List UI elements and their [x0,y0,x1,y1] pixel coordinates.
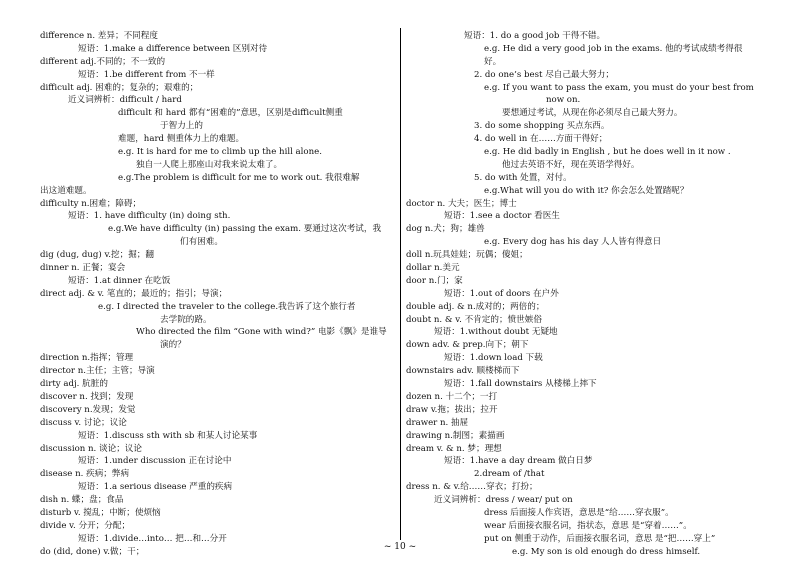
entry-line: different adj.不同的；不一致的 [40,56,166,67]
entry-line: 好。 [484,56,502,67]
entry-line: dream v. & n. 梦；理想 [406,443,502,454]
entry-line: 近义词辨析：difficult / hard [68,95,182,106]
entry-line: put on 侧重于动作，后面接衣服名词，意思 是“把……穿上” [484,533,716,544]
entry-line: direct adj. & v. 笔直的；最近的；指引；导演； [40,288,228,299]
entry-line: 2. do one’s best 尽自己最大努力； [474,69,614,80]
entry-line: 于智力上的 [160,121,203,132]
entry-line: 出这道难题。 [40,185,92,196]
entry-line: e.g.We have difficulty (in) passing the exam. 要通过这次考试，我 [108,224,382,235]
entry-line: e.g. If you want to pass the exam, you must do your best from [484,82,754,93]
entry-line: down adv. & prep.向下；朝下 [406,340,529,351]
entry-line: difficulty n.困难；障碍； [40,198,142,209]
entry-line: 短语：1.under discussion 正在讨论中 [78,456,232,467]
entry-line: door n.门；家 [406,275,463,286]
entry-line: downstairs adv. 顺楼梯而下 [406,366,520,377]
entry-line: drawing n.制图；素描画 [406,430,505,441]
entry-line: 短语：1. do a good job 干得不错。 [464,31,606,41]
entry-line: now on. [546,95,581,106]
entry-line: 短语：1.without doubt 无疑地 [434,327,558,338]
entry-line: Who directed the film “Gone with wind?” 电影《飘》是谁导 [136,327,387,338]
entry-line: discovery n.发现；发觉 [40,404,136,415]
entry-line: drawer n. 抽屉 [406,417,469,428]
entry-line: 2.dream of /that [474,469,545,480]
entry-line: discuss v. 讨论；议论 [40,417,127,428]
entry-line: 短语：1. have difficulty (in) doing sth. [68,211,231,222]
entry-line: disturb v. 搅乱；中断；使烦恼 [40,507,161,518]
entry-line: 近义词辨析：dress / wear/ put on [434,495,573,506]
entry-line: discussion n. 谈论；议论 [40,443,142,454]
entry-line: doubt n. & v. 不肯定的；愤世嫉俗 [406,314,542,325]
entry-line: dress 后面接人作宾语，意思是“给……穿衣服”。 [484,507,674,518]
entry-line: difficult adj. 困难的；复杂的；艰难的； [40,82,199,93]
entry-line: 去学院的路。 [160,314,212,325]
left-column [40,30,402,559]
entry-line: e.g. I directed the traveler to the college.我告诉了这个旅行者 [98,301,356,312]
entry-line: 5. do with 处置，对付。 [474,172,572,183]
entry-line: doctor n. 大夫；医生；博士 [406,198,517,209]
entry-line: do (did, done) v.做；干； [40,546,145,557]
entry-line: 短语：1.see a doctor 看医生 [444,211,560,222]
entry-line: e.g.What will you do with it? 你会怎么处置踏呢？ [484,185,689,196]
entry-line: dollar n.美元 [406,263,460,274]
entry-line: 短语：1.at dinner 在吃饭 [68,275,171,286]
entry-line: 短语：1.divide…into… 把…和…分开 [78,533,227,544]
entry-line: difference n. 差异；不同程度 [40,31,158,41]
entry-line: e.g. Every dog has his day 人人皆有得意日 [484,237,662,248]
entry-line: draw v.拖；拔出；拉开 [406,404,498,415]
entry-line: 短语：1.discuss sth with sb 和某人讨论某事 [78,430,258,441]
entry-line: e.g. He did a very good job in the exams. 他的考试成绩考得很 [484,43,743,54]
entry-line: difficult 和 hard 都有“困难的”意思，区别是difficult侧重 [118,108,343,119]
entry-line: dish n. 蝶；盘；食品 [40,495,124,506]
entry-line: 难题，hard 侧重体力上的难题。 [118,134,245,145]
entry-line: 要想通过考试，从现在你必须尽自己最大努力。 [502,108,683,119]
entry-line: 独自一人爬上那座山对我来说太难了。 [136,159,283,170]
entry-line: e.g.The problem is difficult for me to work out. 我很难解 [118,172,360,183]
entry-line: 短语：1.out of doors 在户外 [444,288,559,299]
entry-line: disease n. 疾病；弊病 [40,469,130,480]
entry-line: divide v. 分开；分配； [40,520,131,531]
entry-line: 短语：1.down load 下载 [444,353,543,364]
entry-line: dress n. & v.给……穿衣；打扮； [406,482,538,493]
entry-line: e.g. My son is old enough do dress himself. [512,546,701,557]
entry-line: 短语：1.a serious disease 严重的疾病 [78,482,233,493]
entry-line: e.g. It is hard for me to climb up the hill alone. [118,147,322,158]
entry-line: 演的？ [160,340,186,351]
entry-line: 短语：1.fall downstairs 从楼梯上摔下 [444,379,597,390]
entry-line: director n.主任；主管；导演 [40,366,155,377]
entry-line: dinner n. 正餐；宴会 [40,263,126,274]
entry-line: doll n.玩具娃娃；玩偶；傻姐； [406,250,528,261]
entry-line: 们有困难。 [180,237,223,248]
entry-line: dog n.犬；狗；雄兽 [406,224,485,235]
entry-line: 短语：1.have a day dream 做白日梦 [444,456,593,467]
entry-line: direction n.指挥；管理 [40,353,134,364]
entry-line: 4. do well in 在……方面干得好； [474,134,608,145]
entry-line: e.g. He did badly in English , but he does well in it now . [484,147,731,158]
entry-line: dozen n. 十二个；一打 [406,391,498,402]
entry-line: 3. do some shopping 买点东西。 [474,121,610,132]
entry-line: 他过去英语不好，现在英语学得好。 [502,159,640,170]
column-divider [400,28,401,540]
right-column [406,30,766,559]
entry-line: 短语：1.be different from 不一样 [78,69,215,80]
entry-line: discover n. 找到；发现 [40,391,134,402]
entry-line: 短语：1.make a difference between 区别对待 [78,43,268,54]
entry-line: wear 后面接衣服名词，指状态，意思 是“穿着……”。 [484,520,692,531]
entry-line: dirty adj. 肮脏的 [40,379,108,390]
entry-line: double adj. & n.成对的；两倍的； [406,301,545,312]
page-number: ~ 10 ~ [383,542,417,552]
entry-line: dig (dug, dug) v.挖；掘；翻 [40,250,154,261]
